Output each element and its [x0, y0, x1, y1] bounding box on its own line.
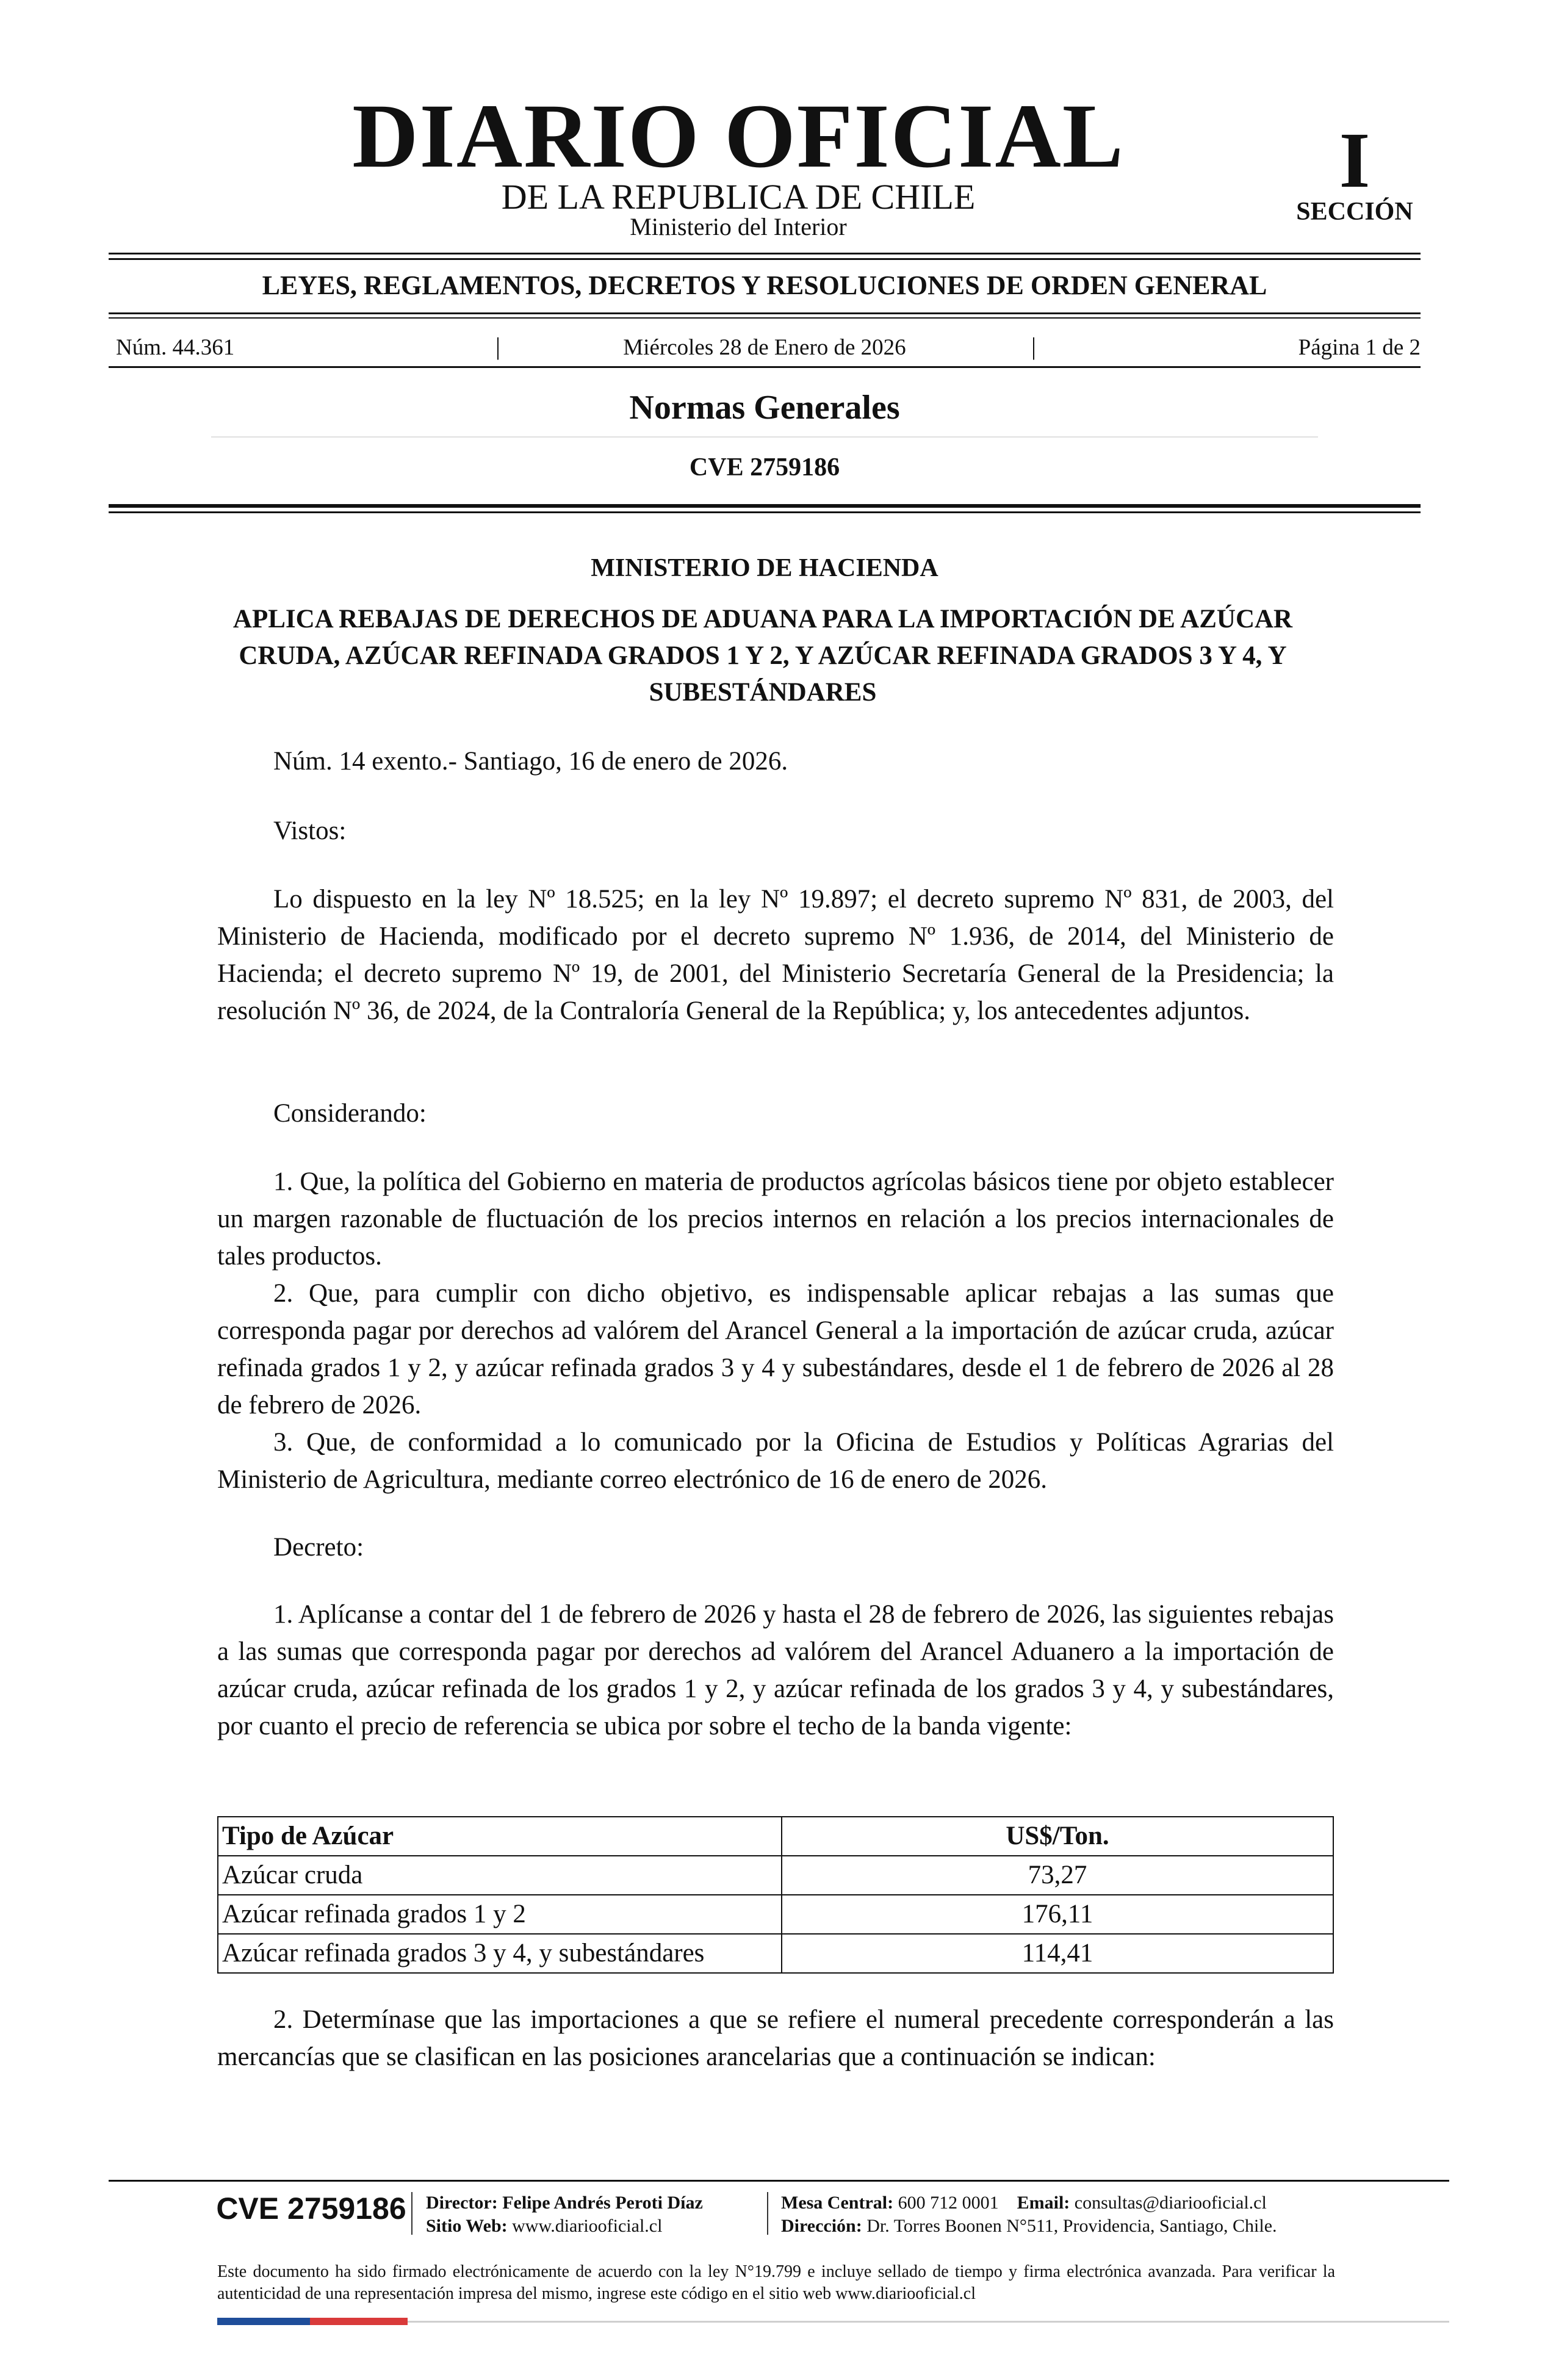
site-link[interactable]: www.diariooficial.cl: [512, 2216, 663, 2236]
considerando-item: 3. Que, de conformidad a lo comunicado por la Oficina de Estudios y Políticas Agrarias del Ministerio de Agricultura, mediante correo electrónico de 16 de enero de 2026.: [217, 1428, 1334, 1494]
footer-director-block: [426, 2191, 703, 2238]
considerando-heading: Considerando:: [273, 1099, 427, 1128]
issue-date: Miércoles 28 de Enero de 2026: [623, 335, 906, 360]
email-label: Email:: [1017, 2193, 1070, 2213]
considerando-item: 1. Que, la política del Gobierno en materia de productos agrícolas básicos tiene por objeto establecer un margen razonable de fluctuación de los precios internos en relación a los precios internacionales de tales productos.: [217, 1167, 1334, 1271]
newspaper-title: DIARIO OFICIAL: [352, 85, 1125, 187]
section-label: SECCIÓN: [1296, 198, 1413, 226]
table-header: Tipo de Azúcar: [218, 1817, 782, 1856]
decreto-item: 1. Aplícanse a contar del 1 de febrero de 2026 y hasta el 28 de febrero de 2026, las siguientes rebajas a las sumas que corresponda pagar por derechos ad valórem del Arancel Aduanero a la importación de azúcar cruda, azúcar refinada de los grados 1 y 2, y azúcar refinada de los grados 3 y 4, y subestándares, por cuanto el precio de referencia se ubica por sobre el techo de la banda vigente:: [217, 1600, 1334, 1740]
band-rule: [109, 312, 1421, 314]
table-cell: 176,11: [782, 1895, 1333, 1934]
email-link[interactable]: consultas@diariooficial.cl: [1074, 2193, 1267, 2213]
director-label: Director:: [426, 2193, 498, 2213]
address-label: Dirección:: [781, 2216, 862, 2236]
address-value: Dr. Torres Boonen N°511, Providencia, Santiago, Chile.: [866, 2216, 1277, 2236]
phone-value: 600 712 0001: [898, 2193, 999, 2213]
band-title: LEYES, REGLAMENTOS, DECRETOS Y RESOLUCIONES DE ORDEN GENERAL: [262, 270, 1267, 300]
decreto-heading: Decreto:: [273, 1533, 364, 1562]
info-rule: [109, 366, 1421, 368]
footer-divider: [411, 2192, 412, 2235]
info-separator: |: [495, 333, 501, 360]
table-cell: Azúcar refinada grados 1 y 2: [218, 1895, 782, 1934]
page-indicator: Página 1 de 2: [1298, 335, 1421, 360]
decreto-item: 2. Determínase que las importaciones a que se refiere el numeral precedente corresponderán a las mercancías que se clasifican en las posiciones arancelarias que a continuación se indican:: [217, 2005, 1334, 2071]
issue-number: Núm. 44.361: [116, 335, 235, 360]
footer-cve: CVE 2759186: [216, 2191, 406, 2226]
footer-stripe-line: [408, 2321, 1449, 2323]
considerando-item: 2. Que, para cumplir con dicho objetivo, es indispensable aplicar rebajas a las sumas que corresponda pagar por derechos ad valórem del Arancel General a la importación de azúcar cruda, azúcar refinada grados 1 y 2, y azúcar refinada grados 3 y 4 y subestándares, desde el 1 de febrero de 2026 al 28 de febrero de 2026.: [217, 1279, 1334, 1419]
vistos-paragraph: Lo dispuesto en la ley Nº 18.525; en la ley Nº 19.897; el decreto supremo Nº 831, de 2003, del Ministerio de Hacienda, modificado por el decreto supremo Nº 1.936, de 2014, del Ministerio de Hacienda; el decreto supremo Nº 19, de 2001, del Ministerio Secretaría General de la Presidencia; la resolución Nº 36, de 2024, de la Contraloría General de la República; y, los antecedentes adjuntos.: [217, 885, 1334, 1025]
site-label: Sitio Web:: [426, 2216, 508, 2236]
newspaper-ministry: Ministerio del Interior: [630, 213, 847, 240]
phone-label: Mesa Central:: [781, 2193, 894, 2213]
section-rule-thin: [109, 511, 1421, 513]
masthead-rule-top: [109, 253, 1421, 254]
section-title: Normas Generales: [629, 389, 900, 427]
vistos-heading: Vistos:: [273, 817, 347, 845]
info-separator: |: [1031, 333, 1037, 360]
section-cve: CVE 2759186: [689, 453, 840, 481]
footer-legal-notice: Este documento ha sido firmado electrónicamente de acuerdo con la ley N°19.799 e incluye sellado de tiempo y firma electrónica avanzada. Para verificar la autenticidad de una representación impresa del mismo, ingrese este código en el sitio web www.diariooficial.cl: [217, 2262, 1335, 2303]
table-cell: 73,27: [782, 1856, 1333, 1895]
director-name: Felipe Andrés Peroti Díaz: [502, 2193, 703, 2213]
footer-rule: [109, 2180, 1449, 2182]
table-cell: Azúcar cruda: [218, 1856, 782, 1895]
table-header-row: [218, 1817, 1333, 1856]
decree-number-line: Núm. 14 exento.- Santiago, 16 de enero de 2026.: [273, 747, 788, 776]
table-row: [218, 1934, 1333, 1973]
section-rule-thick: [109, 504, 1421, 508]
sugar-rebate-table: [217, 1816, 1334, 1974]
section-numeral: I: [1339, 117, 1371, 204]
newspaper-subtitle: DE LA REPUBLICA DE CHILE: [501, 177, 976, 217]
table-cell: Azúcar refinada grados 3 y 4, y subestándares: [218, 1934, 782, 1973]
footer-flag-stripe-red: [310, 2318, 408, 2325]
table-header: US$/Ton.: [782, 1817, 1333, 1856]
section-divider: [211, 436, 1318, 438]
footer-divider: [767, 2192, 768, 2235]
masthead-rule-top-2: [109, 258, 1421, 260]
band-rule-2: [109, 317, 1421, 319]
table-row: [218, 1856, 1333, 1895]
document-title: APLICA REBAJAS DE DERECHOS DE ADUANA PARA LA IMPORTACIÓN DE AZÚCAR CRUDA, AZÚCAR REFINADA GRADOS 1 Y 2, Y AZÚCAR REFINADA GRADOS 3 Y 4, Y SUBESTÁNDARES: [232, 605, 1293, 707]
footer-flag-stripe-blue: [217, 2318, 310, 2325]
footer-contact-block: [781, 2191, 1277, 2238]
document-ministry: MINISTERIO DE HACIENDA: [591, 554, 938, 582]
considerando-list: [217, 1163, 1334, 1498]
table-row: [218, 1895, 1333, 1934]
table-cell: 114,41: [782, 1934, 1333, 1973]
